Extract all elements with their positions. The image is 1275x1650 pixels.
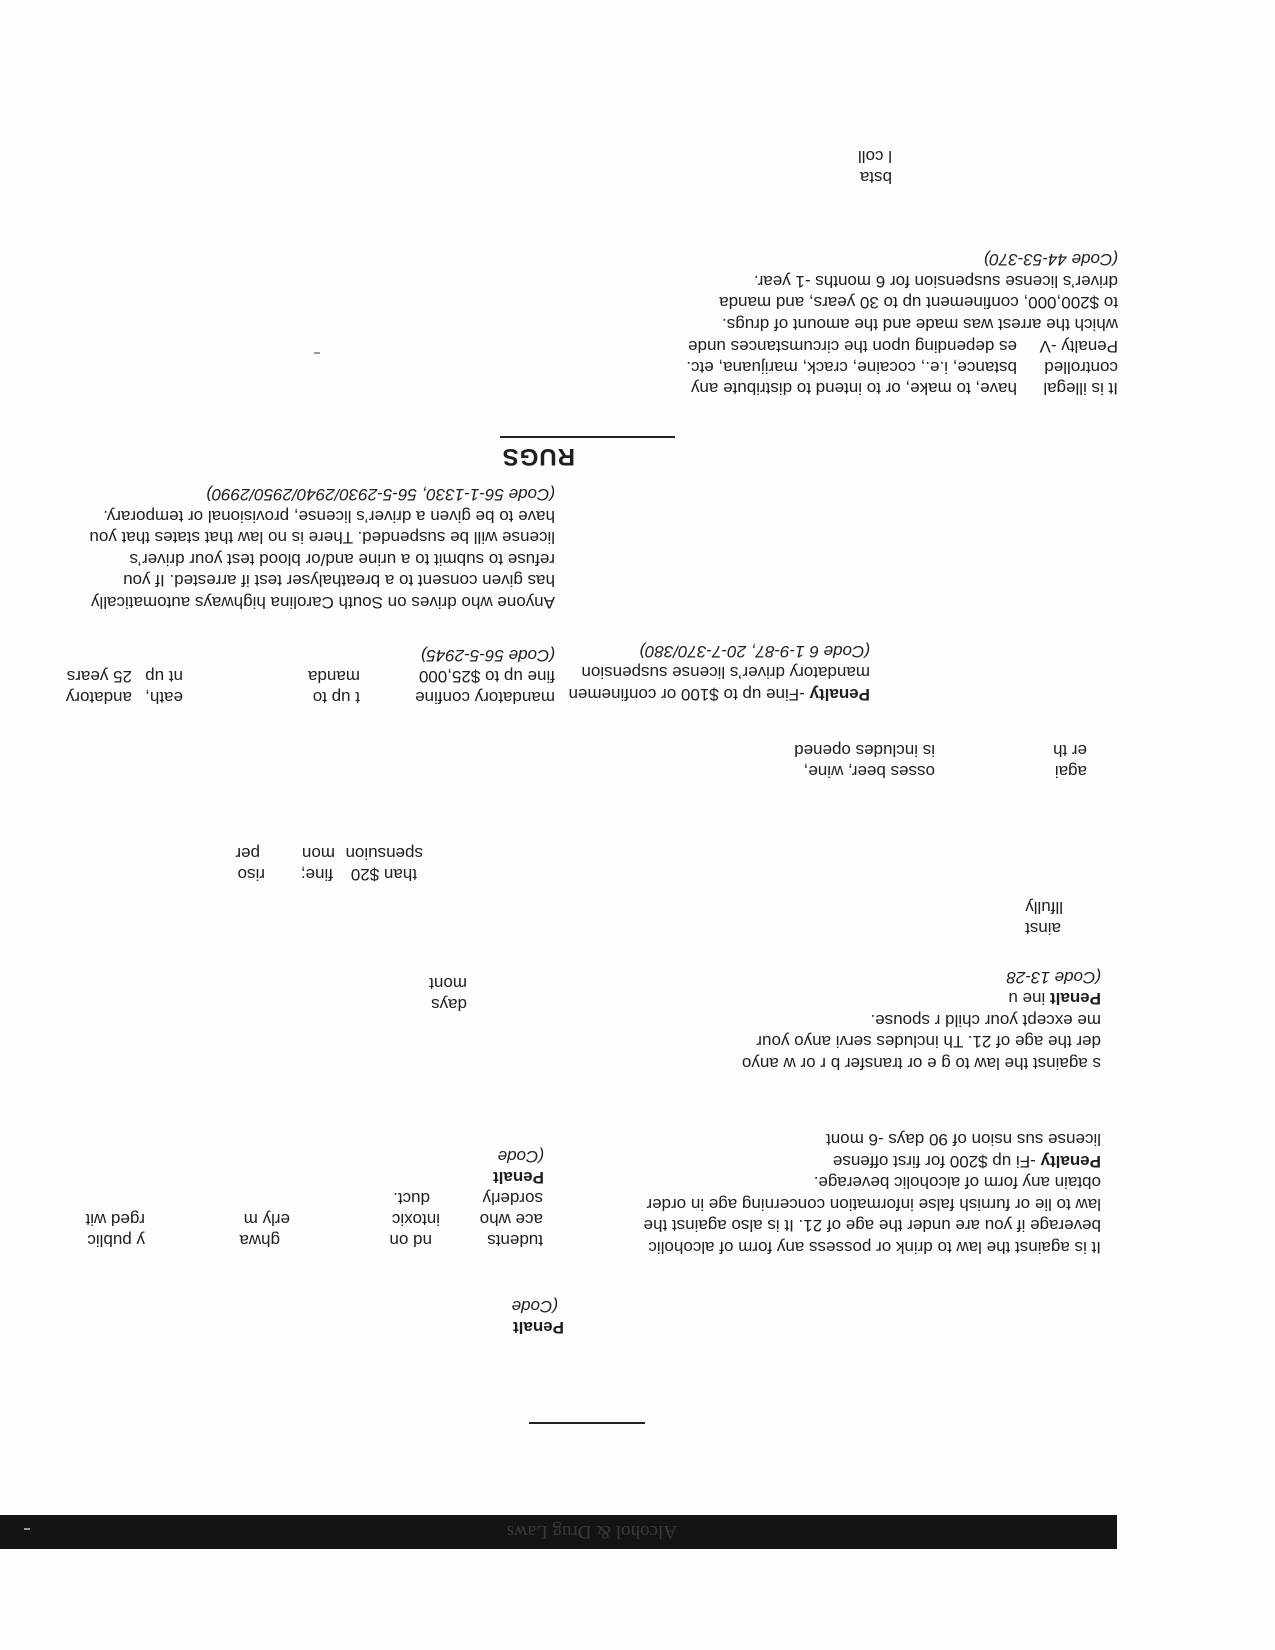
transfer-line: der the age of 21. Th includes servi anyo your <box>756 1032 1101 1052</box>
fragment-dui-1b: t up to <box>312 688 360 707</box>
fragment-priso: riso <box>237 865 265 884</box>
fragment-than: than $20 <box>350 865 417 884</box>
fragment-suspension: spensuion <box>345 844 423 863</box>
possess-penalty-line: mandatory driver’s license suspension <box>581 663 870 683</box>
drugs-body-line: which the arrest was made and the amount of drugs. <box>722 315 1118 334</box>
transfer-penalty-text: ine u <box>1008 989 1046 1009</box>
implied-consent-line: refuse to submit to a urine and/or blood test your driver’s <box>129 550 555 569</box>
alcohol-transfer-paragraph <box>742 967 1101 1075</box>
fragment-dui-2d: 25 years <box>66 667 132 686</box>
implied-consent-line: have to be given a driver’s license, provisional or temporary. <box>103 507 555 526</box>
fragment-students: tudents <box>487 1231 543 1250</box>
purchase-penalty-label: Penalty <box>1040 1152 1101 1171</box>
purchase-line: It is against the law to drink or possess any form of alcoholic <box>648 1238 1101 1257</box>
fragment-dui-1d: andatory <box>65 688 132 707</box>
implied-consent-line: has given consent to a breathalyser test if arrested. If you <box>123 571 555 591</box>
drugs-fragment-controlled: l coll <box>857 147 892 166</box>
drugs-fragment-substance: bsta <box>859 168 892 187</box>
drugs-title-rule <box>500 436 675 438</box>
drugs-body-line: driver’s license suspension for 6 months -1 year. <box>753 272 1118 291</box>
possess-penalty-label: Penalty <box>809 685 870 704</box>
fragment-charged: rged wit <box>85 1210 145 1229</box>
purchase-line: law to lie or furnish false information concerning age in order <box>646 1195 1101 1214</box>
fragment-willfully: llfully <box>1025 898 1063 917</box>
drugs-intro-b: have, to make, or to intend to distribute any <box>690 379 1017 398</box>
drugs-line3-a: Penalty -V <box>1039 337 1118 356</box>
possess-penalty-line: -Fine up to $100 or confinemen <box>568 685 805 704</box>
transfer-penalty-label: Penalt <box>1049 989 1101 1009</box>
possess-code: (Code 6 1-9-87, 20-7-370/380) <box>639 642 870 661</box>
implied-consent-code: (Code 56-1-1330, 56-5-2930/2940/2950/2990) <box>206 485 555 505</box>
fragment-highway: ghwa <box>239 1231 280 1250</box>
drugs-line2-b: bstance, i.e., cocaine, crack, marijuana, etc. <box>686 358 1017 377</box>
drugs-body-line: to $200,000, confinement up to 30 years, and manda <box>719 293 1118 313</box>
fragment-intoxic: intoxic <box>391 1210 440 1229</box>
implied-consent-paragraph <box>89 484 555 613</box>
fragment-early: erly m <box>243 1210 290 1229</box>
fragment-fine: fine; <box>300 865 333 884</box>
header-banner-text: Alcohol & Drug Laws <box>506 1521 677 1542</box>
fragment-dui-2c: nt up <box>145 667 183 686</box>
purchase-penalty-line: -Fi up $200 for first offense <box>832 1152 1036 1171</box>
drugs-penalty-body <box>719 249 1118 335</box>
fragment-months: mont <box>429 974 467 993</box>
drugs-line2-a: controlled <box>1044 358 1118 377</box>
fragment-mon: mon <box>301 844 335 863</box>
header-banner <box>0 1515 1117 1549</box>
purchase-line: obtain any form of alcoholic beverage. <box>813 1173 1101 1193</box>
transfer-code: (Code 13-28 <box>1006 968 1101 987</box>
alcohol-possess-penalty <box>569 641 870 706</box>
purchase-line: beverage if you are under the age of 21. It is also against the <box>643 1216 1101 1236</box>
implied-consent-line: Anyone who drives on South Carolina highways automatically <box>91 593 555 612</box>
fragment-dui-2b: manda <box>308 667 360 686</box>
drugs-code: (Code 44-53-370) <box>983 250 1118 270</box>
fragment-possess-2b: is includes opened <box>794 741 935 760</box>
implied-consent-line: license will be suspended. There is no law that states that you <box>89 528 555 548</box>
drugs-intro-a: It is illegal <box>1043 379 1118 398</box>
fragment-against: ainst <box>1025 919 1061 938</box>
transfer-line: s against the law to g e or transfer b r or w anyo <box>741 1054 1101 1073</box>
scan-speck <box>314 352 320 354</box>
drugs-title: RUGS <box>501 443 575 470</box>
fragment-possess-1a: agai <box>1054 762 1087 781</box>
fragment-possess-1b: osses beer, wine, <box>803 762 935 781</box>
alcohol-purchase-paragraph <box>644 1129 1101 1258</box>
fragment-possess-2a: er th <box>1052 741 1087 760</box>
title-rule <box>529 1422 645 1424</box>
fragment-days: days <box>431 995 467 1014</box>
fragment-per: per <box>235 844 260 863</box>
fragment-dui-2a: fine up to $25,000 <box>418 667 555 686</box>
alcohol-code-label: (Code <box>511 1297 558 1316</box>
alcohol-penalty-label: Penalt <box>512 1318 564 1337</box>
purchase-penalty-line: license sus nsion of 90 days -6 mont <box>826 1130 1101 1150</box>
fragment-and-on: nd on <box>389 1231 432 1250</box>
fragment-disorderly: sorderly <box>482 1189 543 1208</box>
transfer-line: me except your child r spouse. <box>870 1011 1101 1030</box>
fragment-dui-1a: mandatory confine <box>415 688 555 707</box>
fragment-place-who: ace who <box>479 1210 543 1229</box>
fragment-public: y public <box>87 1231 145 1250</box>
dui-code: (Code 56-5-2945) <box>420 646 555 665</box>
fragment-conduct: duct. <box>393 1189 430 1208</box>
fragment-penalty: Penalt <box>492 1168 544 1187</box>
drugs-line3-b: es depending upon the circumstances unde <box>688 337 1017 356</box>
fragment-dui-1c: eath, <box>145 688 183 707</box>
scan-speck <box>24 1528 30 1530</box>
fragment-code: (Code <box>497 1147 544 1166</box>
